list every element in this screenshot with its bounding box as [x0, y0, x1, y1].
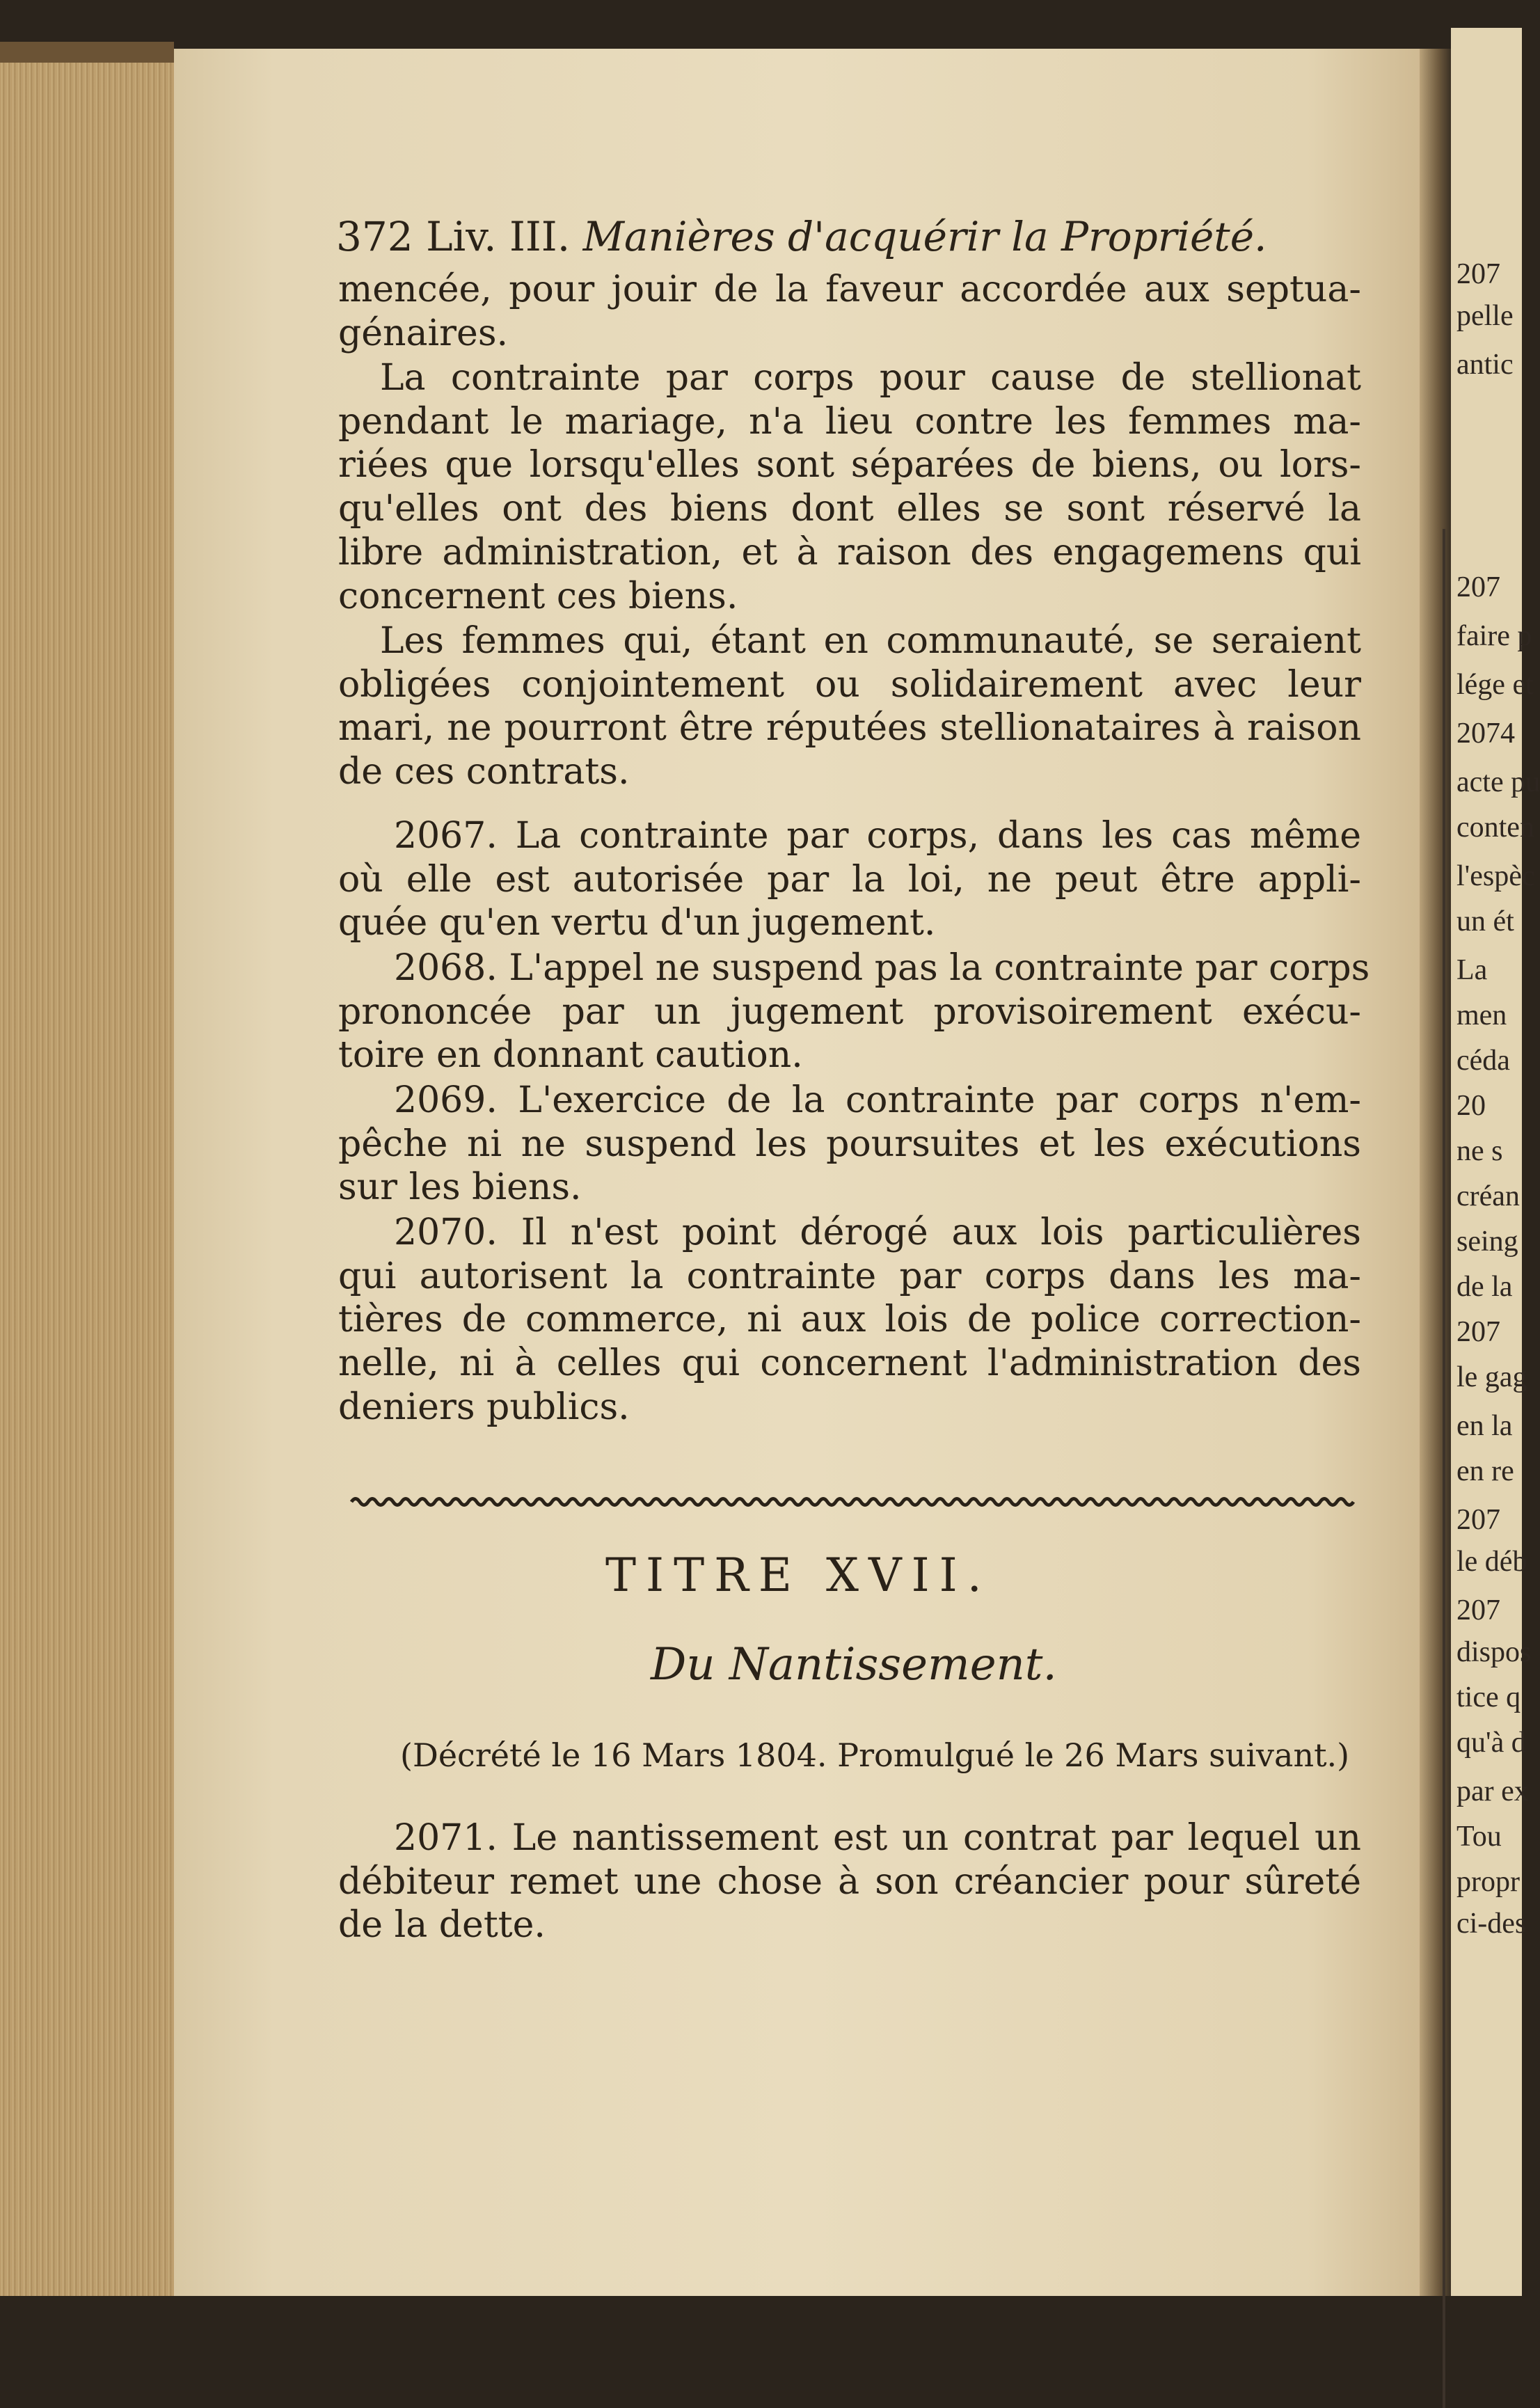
text-line: sur les biens. [338, 1166, 582, 1209]
section-subtitle: Du Nantissement. [651, 1639, 1057, 1690]
decree-note: (Décrété le 16 Mars 1804. Promulgué le 26 Mars suivant.) [400, 1736, 1350, 1774]
page-stack-edge [0, 63, 176, 2296]
facing-page-fragment: men [1456, 999, 1507, 1031]
header-title: Manières d'acquérir la Propriété. [582, 213, 1267, 260]
text-line: 2068. L'appel ne suspend pas la contrainte par corps [394, 947, 1370, 989]
facing-page-fragment: propr [1456, 1866, 1520, 1898]
article-2067 [338, 814, 1361, 945]
running-header [336, 212, 1366, 261]
facing-page-fragment: antic [1456, 349, 1514, 381]
facing-page-fragment: un ét [1456, 905, 1514, 937]
facing-page-fragment: La [1456, 954, 1488, 986]
paragraph [338, 356, 1361, 618]
facing-page-fragment: seing [1456, 1226, 1518, 1258]
facing-page-fragment: faire p [1456, 620, 1532, 652]
facing-page-fragment: en la [1456, 1410, 1513, 1442]
facing-page-fragment: 207 [1456, 1316, 1500, 1348]
facing-page-fragment: 207 [1456, 1594, 1500, 1626]
text-line: débiteur remet une chose à son créancier pour sûreté [338, 1860, 1361, 1903]
text-line: toire en donnant caution. [338, 1034, 803, 1077]
facing-page-fragment: ne s [1456, 1135, 1503, 1167]
text-line: 2070. Il n'est point dérogé aux lois particulières [394, 1212, 1361, 1253]
facing-page-fragment: qu'à d [1456, 1727, 1526, 1759]
text-line: libre administration, et à raison des engagemens qui [338, 531, 1361, 573]
facing-page-fragment: l'espèc [1456, 860, 1535, 892]
facing-page-fragment: 20 [1456, 1090, 1486, 1122]
facing-margin-rule [1443, 529, 1445, 2408]
facing-page-fragment: le gag [1456, 1361, 1527, 1393]
section-title: TITRE XVII. [605, 1548, 992, 1602]
paragraph [338, 619, 1361, 794]
article-2071 [338, 1816, 1361, 1947]
text-line: Les femmes qui, étant en communauté, se seraient [380, 620, 1361, 662]
facing-page-fragment: ci-des [1456, 1908, 1527, 1940]
facing-page-fragment: 207 [1456, 571, 1500, 603]
text-line: La contrainte par corps pour cause de stellionat [380, 357, 1361, 399]
text-line: mencée, pour jouir de la faveur accordée aux septua- [338, 269, 1361, 310]
facing-page-fragment: acte pu [1456, 766, 1540, 798]
book-gutter [1420, 49, 1451, 2296]
article-2070 [338, 1211, 1361, 1429]
book-label: Liv. III. [426, 213, 571, 260]
text-line: génaires. [338, 312, 509, 354]
article-2068 [338, 946, 1370, 1077]
facing-page-fragment: créan [1456, 1180, 1520, 1212]
text-line: quée qu'en vertu d'un jugement. [338, 902, 936, 944]
facing-page-fragment: conten [1456, 811, 1534, 843]
text-line: où elle est autorisée par la loi, ne peut être appli- [338, 858, 1361, 901]
facing-page-fragment: 207 [1456, 1504, 1500, 1536]
facing-page-fragment: le déb [1456, 1546, 1527, 1578]
text-line: nelle, ni à celles qui concernent l'administration des [338, 1342, 1361, 1385]
facing-page-fragment: 207 [1456, 258, 1500, 290]
text-line: concernent ces biens. [338, 575, 738, 617]
facing-page-fragment: céda [1456, 1045, 1510, 1077]
article-2069 [338, 1079, 1361, 1210]
facing-page-fragment: dispos [1456, 1636, 1532, 1668]
text-line: de ces contrats. [338, 751, 630, 793]
text-line: qu'elles ont des biens dont elles se sont réservé la [338, 488, 1361, 530]
text-line: deniers publics. [338, 1386, 630, 1428]
facing-page-fragment: pelle [1456, 300, 1514, 332]
text-line: 2071. Le nantissement est un contrat par lequel un [394, 1817, 1361, 1859]
ornamental-rule [351, 1493, 1357, 1511]
facing-page-fragment: en re [1456, 1455, 1514, 1487]
page-number: 372 [336, 213, 413, 260]
facing-page-fragment: par ex [1456, 1775, 1529, 1807]
text-line: 2069. L'exercice de la contrainte par corps n'em- [394, 1079, 1361, 1121]
text-line: riées que lorsqu'elles sont séparées de biens, ou lors- [338, 444, 1361, 486]
facing-page [1451, 28, 1540, 2296]
facing-page-fragment: 2074 [1456, 718, 1515, 750]
text-line: pendant le mariage, n'a lieu contre les femmes ma- [338, 400, 1361, 443]
text-line: pêche ni ne suspend les poursuites et les exécutions [338, 1123, 1361, 1165]
text-line: obligées conjointement ou solidairement avec leur [338, 663, 1361, 706]
facing-page-fragment: de la [1456, 1271, 1513, 1303]
text-line: de la dette. [338, 1904, 546, 1947]
facing-page-fragment: Tou [1456, 1821, 1502, 1853]
text-line: 2067. La contrainte par corps, dans les cas même [394, 815, 1361, 857]
facing-page-fragment: tice q [1456, 1681, 1521, 1713]
text-line: qui autorisent la contrainte par corps dans les ma- [338, 1255, 1361, 1297]
text-line: mari, ne pourront être réputées stellionataires à raison [338, 707, 1361, 750]
text-line: tières de commerce, ni aux lois de police correction- [338, 1299, 1361, 1341]
facing-page-fragment: lége et [1456, 669, 1534, 701]
paragraph [338, 268, 1361, 355]
text-line: prononcée par un jugement provisoirement exécu- [338, 990, 1361, 1033]
